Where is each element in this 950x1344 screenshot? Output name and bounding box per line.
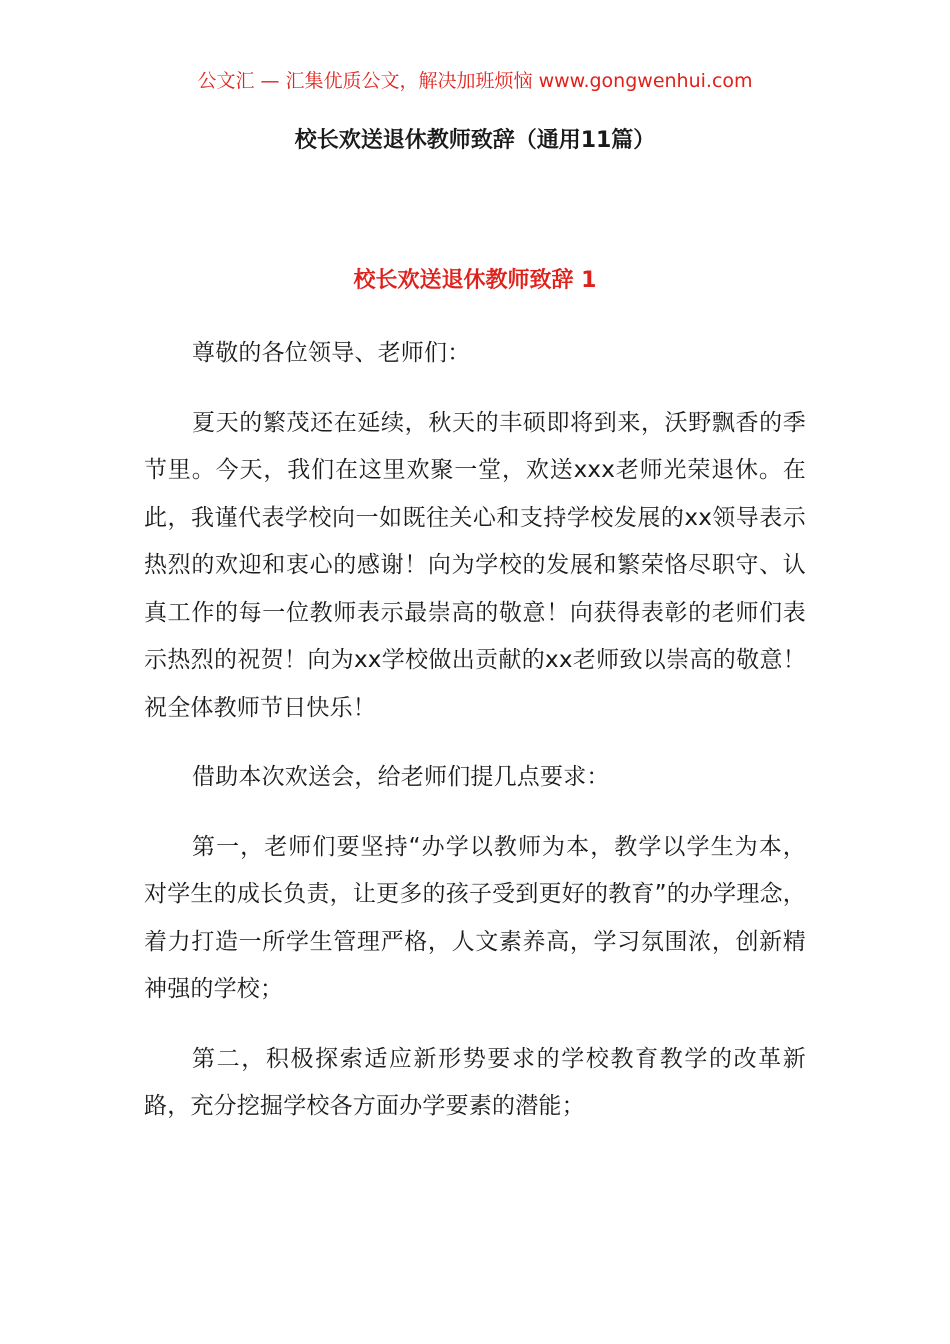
body-paragraph: 借助本次欢送会，给老师们提几点要求： [192, 764, 610, 790]
document-body [144, 330, 806, 1153]
salutation-paragraph: 尊敬的各位领导、老师们： [192, 340, 471, 366]
body-paragraph: 第一，老师们要坚持“办学以教师为本，教学以学生为本，对学生的成长负责，让更多的孩子受到更好的教育”的办学理念，着力打造一所学生管理严格，人文素养高，学习氛围浓，创新精神强的学校； [144, 833, 806, 1002]
section-title: 校长欢送退休教师致辞 1 [353, 268, 597, 293]
document-title: 校长欢送退休教师致辞（通用11篇） [294, 128, 656, 153]
body-paragraph: 第二，积极探索适应新形势要求的学校教育教学的改革新路，充分挖掘学校各方面办学要素的潜能； [144, 1045, 806, 1119]
body-paragraph: 夏天的繁茂还在延续，秋天的丰硕即将到来，沃野飘香的季节里。今天，我们在这里欢聚一堂，欢送xxx老师光荣退休。在此，我谨代表学校向一如既往关心和支持学校发展的xx领导表示热烈的欢迎和衷心的感谢！向为学校的发展和繁荣恪尽职守、认真工作的每一位教师表示最崇高的敬意！向获得表彰的老师们表示热烈的祝贺！向为xx学校做出贡献的xx老师致以崇高的敬意！祝全体教师节日快乐！ [144, 409, 806, 721]
header-banner: 公文汇 — 汇集优质公文，解决加班烦恼 www.gongwenhui.com [197, 70, 753, 92]
